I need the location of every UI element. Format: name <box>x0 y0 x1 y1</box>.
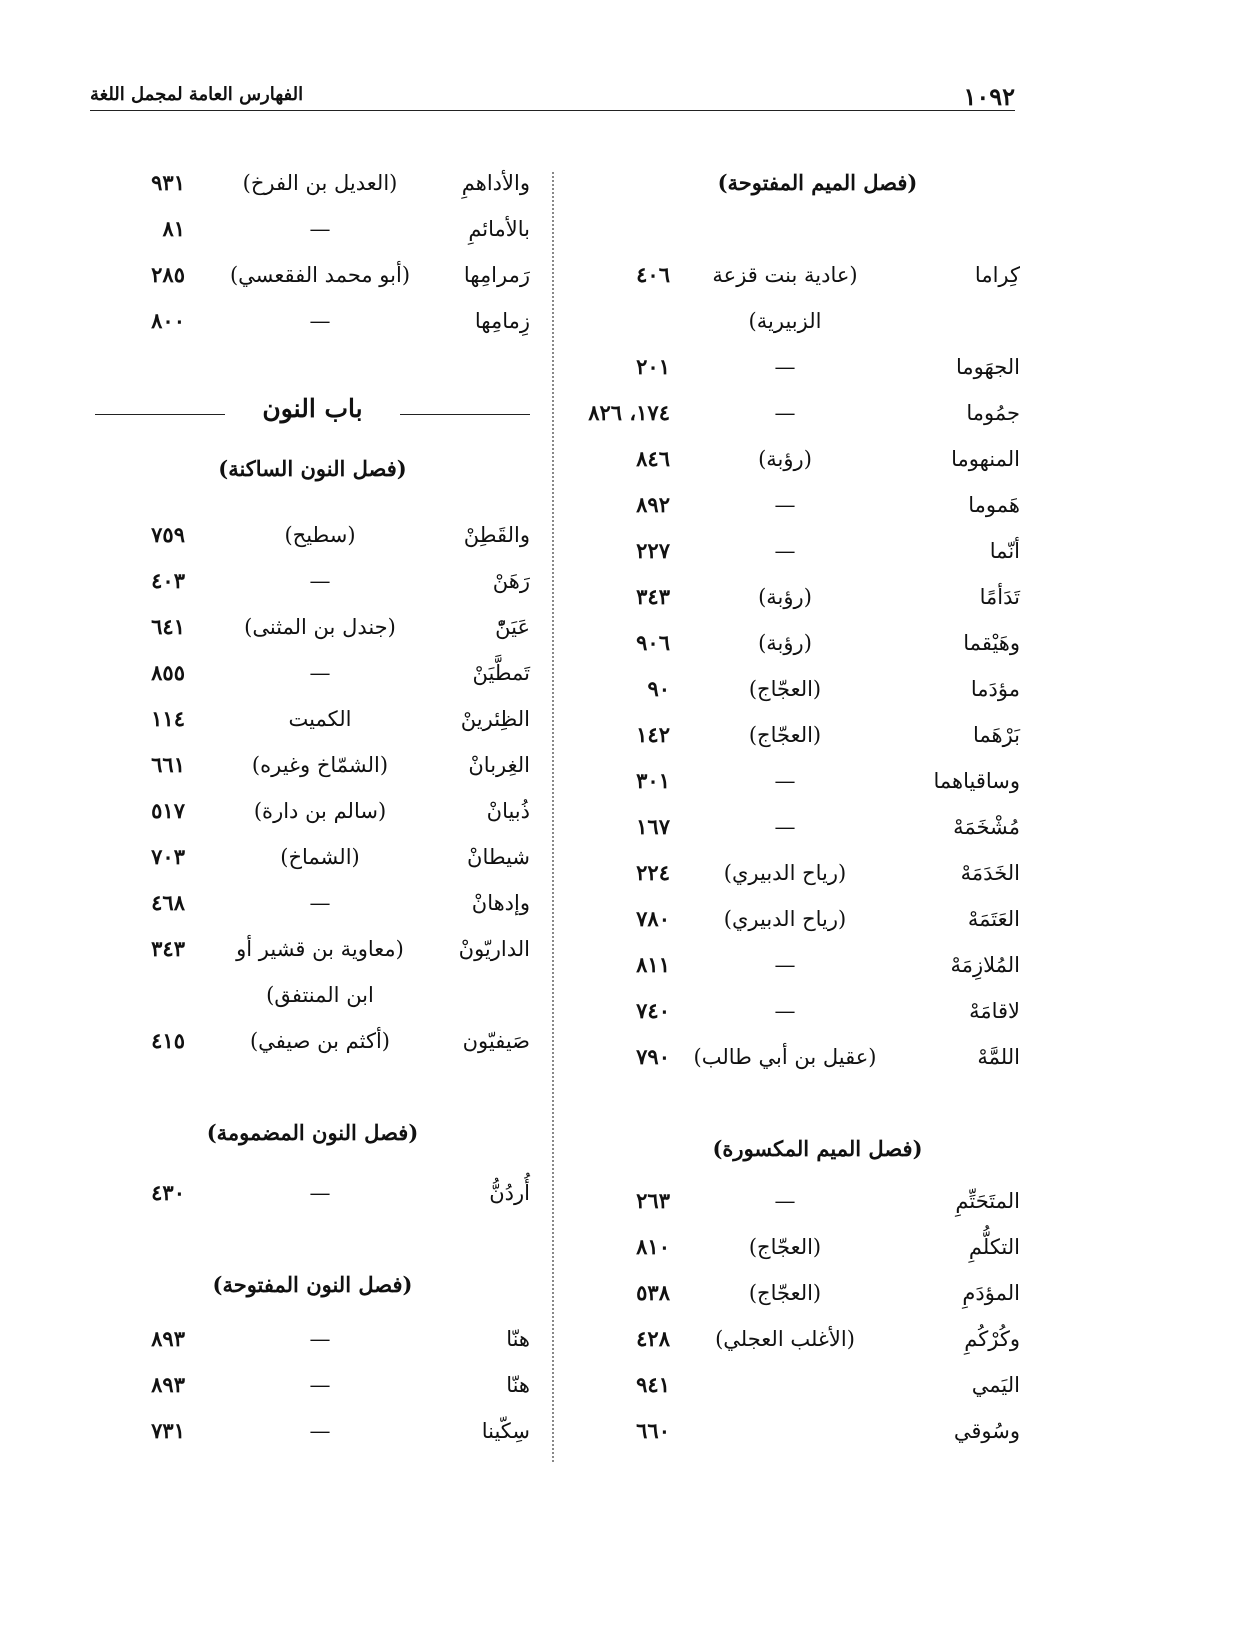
rhyme-word: عَيَنّْ <box>495 615 530 639</box>
left-column <box>95 160 530 1454</box>
poet-name: (العجّاج) <box>748 677 822 701</box>
rhyme-word: العَتَمَهْ <box>967 907 1020 931</box>
poet-name: (الشماخ) <box>280 845 360 869</box>
poet-name: — <box>309 891 331 915</box>
rhyme-word: وساقياهما <box>933 769 1020 793</box>
index-list <box>95 512 530 1064</box>
rhyme-word: رَهَنْ <box>492 569 530 593</box>
index-entry <box>95 926 530 972</box>
page-ref: ١٦٧ <box>636 814 670 839</box>
poet-name: (جندل بن المثنى) <box>244 615 396 639</box>
index-entry <box>575 482 1020 528</box>
poet-name: — <box>774 493 796 517</box>
page-ref: ٩٤١ <box>636 1372 670 1397</box>
entry-continuation <box>575 298 1020 344</box>
index-entry <box>575 1178 1020 1224</box>
poet-name: — <box>774 355 796 379</box>
header-rule <box>90 110 1015 111</box>
poet-name: — <box>309 661 331 685</box>
page-ref: ٣٠١ <box>636 768 670 793</box>
index-entry <box>575 804 1020 850</box>
poet-name: (أكثم بن صيفي) <box>249 1029 391 1053</box>
poet-name: — <box>774 769 796 793</box>
section-title: (فصل النون المفتوحة) <box>212 1272 413 1297</box>
poet-name: (العجّاج) <box>748 1281 822 1305</box>
poet-continuation: ابن المنتفق) <box>266 983 374 1007</box>
index-entry <box>575 850 1020 896</box>
index-entry <box>575 344 1020 390</box>
page-ref: ٥٣٨ <box>636 1280 670 1305</box>
page-ref: ٧٠٣ <box>151 844 185 869</box>
entry-continuation <box>95 972 530 1018</box>
rhyme-word: رَمرامِها <box>463 263 530 287</box>
index-entry <box>575 712 1020 758</box>
index-entry <box>95 880 530 926</box>
index-entry <box>575 574 1020 620</box>
chapter-rule <box>400 414 530 415</box>
rhyme-word: وهَيْقما <box>963 631 1020 655</box>
index-entry <box>95 834 530 880</box>
poet-name: — <box>774 539 796 563</box>
page-ref: ٦٦٠ <box>636 1418 670 1443</box>
index-entry <box>95 742 530 788</box>
rhyme-word: الداريّونْ <box>458 937 530 961</box>
rhyme-word: الغِربانْ <box>468 753 530 777</box>
rhyme-word: وسُوقي <box>953 1419 1020 1443</box>
poet-name: — <box>309 217 331 241</box>
rhyme-word: مُشْخَمَهْ <box>953 815 1020 839</box>
poet-name: (العجّاج) <box>748 1235 822 1259</box>
page-ref: ٢٨٥ <box>151 262 185 287</box>
page-ref: ٨٩٣ <box>151 1326 185 1351</box>
rhyme-word: سِكّينا <box>481 1419 530 1443</box>
rhyme-word: ذُبيانْ <box>486 799 530 823</box>
page-ref: ٤٢٨ <box>636 1326 670 1351</box>
rhyme-word: المنهوما <box>951 447 1020 471</box>
section-title: (فصل النون الساكنة) <box>218 456 407 481</box>
rhyme-word: اليَمي <box>971 1373 1020 1397</box>
page-ref: ٦٤١ <box>151 614 185 639</box>
index-entry <box>575 666 1020 712</box>
rhyme-word: والقَطِنْ <box>463 523 530 547</box>
poet-name: — <box>309 309 331 333</box>
index-entry <box>575 1408 1020 1454</box>
rhyme-word: المؤدَمِ <box>962 1281 1020 1305</box>
poet-name: — <box>309 1419 331 1443</box>
rhyme-word: هنّا <box>506 1373 530 1397</box>
page-ref: ٨١ <box>162 216 185 241</box>
rhyme-word: لاقامَهْ <box>969 999 1020 1023</box>
index-entry <box>575 390 1020 436</box>
page-ref: ٧٥٩ <box>151 522 185 547</box>
page-ref: ٦٦١ <box>151 752 185 777</box>
rhyme-word: زِمامِها <box>474 309 530 333</box>
rhyme-word: بالأمائمِ <box>468 217 530 241</box>
poet-name: (عادية بنت قزعة <box>712 263 858 287</box>
rhyme-word: المتَحَتِّمِ <box>955 1189 1020 1213</box>
index-entry <box>575 528 1020 574</box>
page-ref: ٧٩٠ <box>636 1044 670 1069</box>
page-ref: ١١٤ <box>151 706 185 731</box>
chapter-heading <box>95 390 530 446</box>
rhyme-word: مؤدَما <box>970 677 1020 701</box>
poet-name: (رؤبة) <box>758 631 812 655</box>
rhyme-word: جمُوما <box>966 401 1020 425</box>
index-entry <box>95 788 530 834</box>
poet-name: (سالم بن دارة) <box>253 799 387 823</box>
index-entry <box>575 942 1020 988</box>
page-header <box>90 82 1015 110</box>
rhyme-word: المُلازِمَهْ <box>950 953 1020 977</box>
page-ref: ٨٥٥ <box>151 660 185 685</box>
page-ref: ٨٩٢ <box>636 492 670 517</box>
rhyme-word: التكلُّمِ <box>968 1235 1020 1259</box>
section-title: (فصل الميم المفتوحة) <box>717 170 918 195</box>
page-ref: ٩٣١ <box>151 170 185 195</box>
rhyme-word: شيطانْ <box>467 845 530 869</box>
page-ref: ٤٣٠ <box>151 1180 185 1205</box>
page-ref: ٣٤٣ <box>151 936 185 961</box>
index-entry <box>575 436 1020 482</box>
column-divider <box>552 172 554 1462</box>
index-entry <box>95 1316 530 1362</box>
index-entry <box>95 206 530 252</box>
poet-name: الكميت <box>288 707 352 731</box>
poet-name: (العجّاج) <box>748 723 822 747</box>
right-column <box>575 160 1020 1454</box>
rhyme-word: أُردُنُّ <box>489 1181 530 1205</box>
page-ref: ٤٠٦ <box>636 262 670 287</box>
poet-name: — <box>774 401 796 425</box>
index-entry <box>95 1018 530 1064</box>
poet-name: (الأغلب العجلي) <box>715 1327 855 1351</box>
page-ref: ٨٤٦ <box>636 446 670 471</box>
page-number: ١٠٩٢ <box>963 82 1015 111</box>
rhyme-word: بَرْهَما <box>972 723 1020 747</box>
index-entry <box>575 896 1020 942</box>
rhyme-word: الظِئرينْ <box>460 707 530 731</box>
poet-continuation: الزبيرية) <box>748 309 822 333</box>
index-entry <box>575 1270 1020 1316</box>
chapter-title: باب النون <box>248 394 376 423</box>
index-entry <box>95 1362 530 1408</box>
poet-name: — <box>774 953 796 977</box>
index-entry <box>95 160 530 206</box>
page-ref: ٧٨٠ <box>636 906 670 931</box>
index-entry <box>575 252 1020 298</box>
rhyme-word: تَمطَّيَنْ <box>472 661 530 685</box>
page-ref: ٨٠٠ <box>151 308 185 333</box>
index-entry <box>575 1316 1020 1362</box>
rhyme-word: وإدهانْ <box>471 891 530 915</box>
page-ref: ٤٠٣ <box>151 568 185 593</box>
index-entry <box>575 758 1020 804</box>
index-list <box>575 1178 1020 1454</box>
page-ref: ١٤٢ <box>636 722 670 747</box>
index-list <box>95 1170 530 1216</box>
running-title: الفهارس العامة لمجمل اللغة <box>90 84 304 105</box>
page-ref: ٧٣١ <box>151 1418 185 1443</box>
index-entry <box>95 1170 530 1216</box>
poet-name: — <box>309 1181 331 1205</box>
poet-name: (رياح الدبيري) <box>723 907 847 931</box>
page-ref: ٢٦٣ <box>636 1188 670 1213</box>
page-ref: ٩٠ <box>647 676 670 701</box>
poet-name: (رؤبة) <box>758 585 812 609</box>
page-ref: ٤٦٨ <box>151 890 185 915</box>
page-ref: ٩٠٦ <box>636 630 670 655</box>
index-entry <box>95 298 530 344</box>
page-ref: ٣٤٣ <box>636 584 670 609</box>
poet-name: (العديل بن الفرخ) <box>242 171 398 195</box>
poet-name: (معاوية بن قشير أو <box>236 937 404 961</box>
rhyme-word: أنّما <box>989 539 1020 563</box>
page-ref: ٢٢٤ <box>636 860 670 885</box>
index-entry <box>575 1034 1020 1080</box>
index-entry <box>95 512 530 558</box>
page-ref: ٨١١ <box>636 952 670 977</box>
section-title: (فصل النون المضمومة) <box>206 1120 419 1145</box>
index-entry <box>95 696 530 742</box>
index-entry <box>575 1224 1020 1270</box>
rhyme-word: والأداهمِ <box>461 171 530 195</box>
poet-name: — <box>309 1373 331 1397</box>
page-ref: ٢٠١ <box>636 354 670 379</box>
poet-name: — <box>774 999 796 1023</box>
poet-name: — <box>774 815 796 839</box>
page-ref: ٧٤٠ <box>636 998 670 1023</box>
index-list <box>95 160 530 344</box>
rhyme-word: وكُرْكُمِ <box>964 1327 1020 1351</box>
index-entry <box>95 1408 530 1454</box>
poet-name: (رياح الدبيري) <box>723 861 847 885</box>
index-list <box>575 252 1020 1080</box>
page-ref: ٨١٠ <box>636 1234 670 1259</box>
poet-name: (سطيح) <box>284 523 356 547</box>
rhyme-word: صَيفيّون <box>462 1029 530 1053</box>
page-ref: ٤١٥ <box>151 1028 185 1053</box>
page-ref: ٨٩٣ <box>151 1372 185 1397</box>
page-ref: ٥١٧ <box>151 798 185 823</box>
rhyme-word: هَموما <box>968 493 1020 517</box>
chapter-rule <box>95 414 225 415</box>
poet-name: — <box>309 569 331 593</box>
rhyme-word: الخَدَمَهْ <box>960 861 1020 885</box>
poet-name: (أبو محمد الفقعسي) <box>229 263 411 287</box>
section-title: (فصل الميم المكسورة) <box>712 1136 923 1161</box>
rhyme-word: اللمَّهْ <box>977 1045 1020 1069</box>
index-entry <box>95 604 530 650</box>
rhyme-word: الجهَوما <box>956 355 1020 379</box>
rhyme-word: تَدَأمًا <box>979 585 1020 609</box>
index-entry <box>575 1362 1020 1408</box>
page-ref: ١٧٤، ٨٢٦ <box>588 400 670 425</box>
rhyme-word: هنّا <box>506 1327 530 1351</box>
index-entry <box>95 650 530 696</box>
poet-name: (عقيل بن أبي طالب) <box>693 1045 877 1069</box>
page-ref: ٢٢٧ <box>636 538 670 563</box>
rhyme-word: كِراما <box>974 263 1020 287</box>
poet-name: — <box>309 1327 331 1351</box>
index-entry <box>95 252 530 298</box>
index-entry <box>575 988 1020 1034</box>
poet-name: (الشمّاخ وغيره) <box>251 753 389 777</box>
index-list <box>95 1316 530 1454</box>
index-entry <box>95 558 530 604</box>
index-entry <box>575 620 1020 666</box>
poet-name: — <box>774 1189 796 1213</box>
poet-name: (رؤبة) <box>758 447 812 471</box>
